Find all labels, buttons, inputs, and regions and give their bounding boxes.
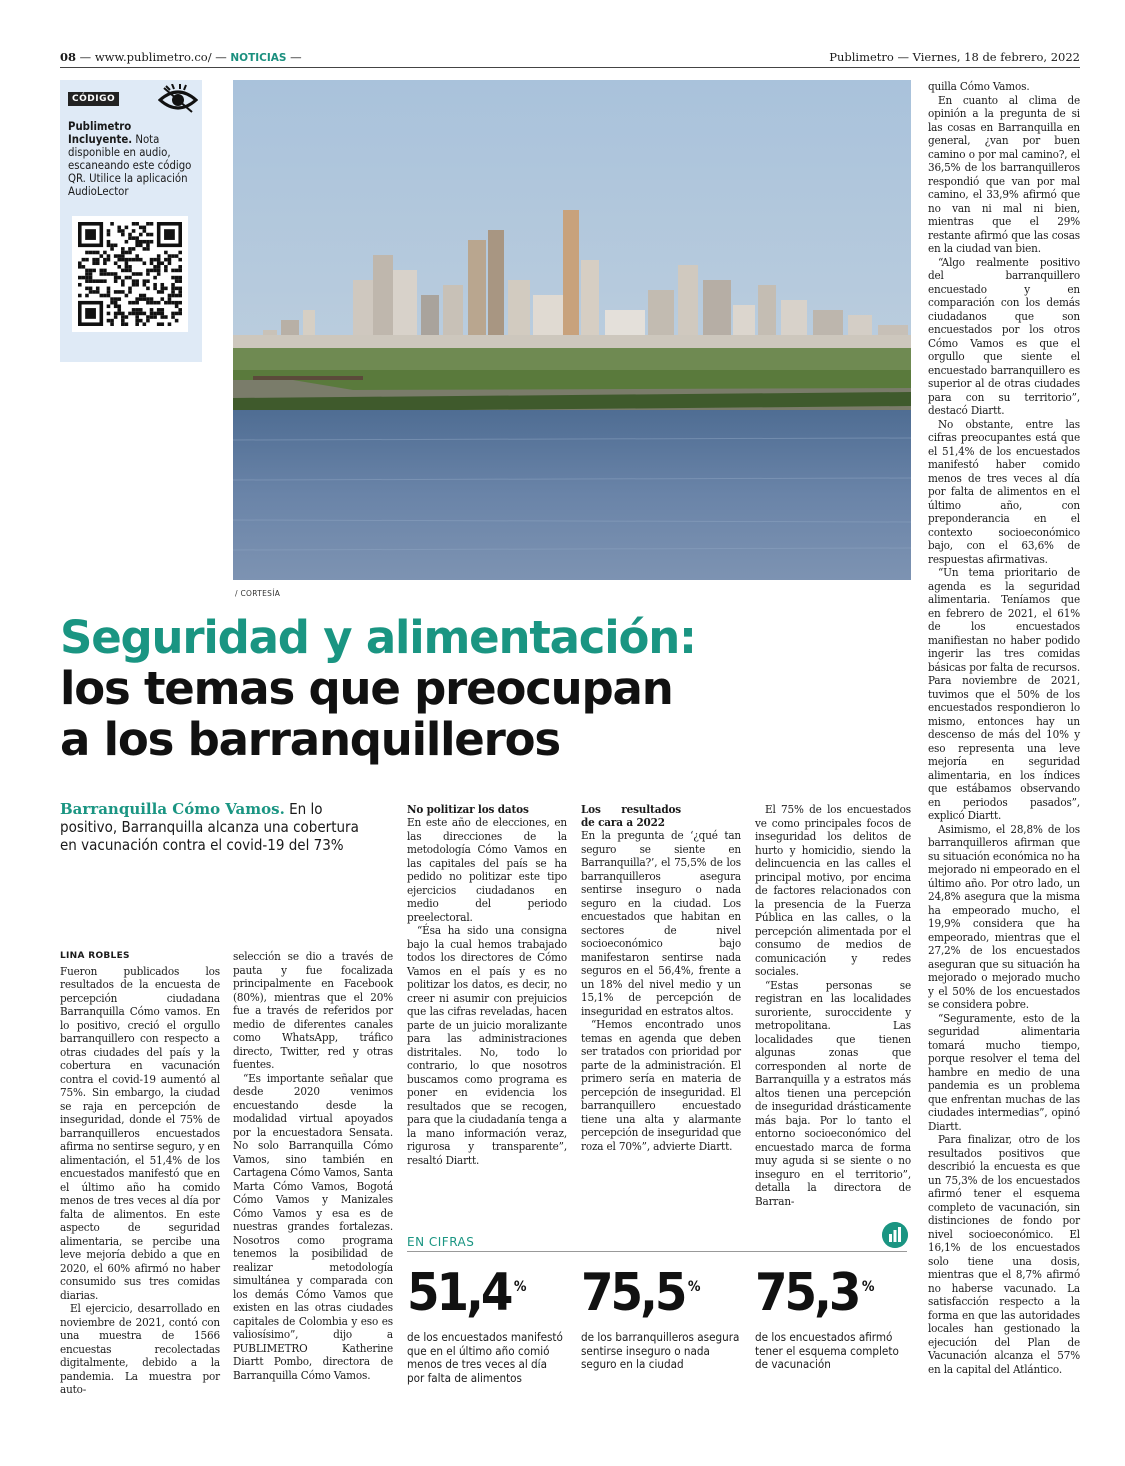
site-url[interactable]: — www.publimetro.co/ — bbox=[76, 50, 231, 64]
stat-block-3 bbox=[755, 1265, 915, 1372]
qr-code[interactable] bbox=[72, 216, 188, 332]
headline-line-3: a los barranquilleros bbox=[60, 713, 560, 766]
paragraph: “Ésa ha sido una consigna bajo la cual hemos trabajado todos los directores de Cómo Vamos en el país y es no politizar los datos, es decir, no creer ni asumir con prejuicios que las cifras reveladas, hacen parte de un juicio moralizante para las administraciones distritales. No, todo lo contrario, lo que nosotros buscamos como programa es poner en evidencia los resultados que se recogen, para que la ciudadanía tenga a la mano información veraz, rigurosa y transparente”, resaltó Diartt. bbox=[407, 923, 567, 1167]
stat-unit: % bbox=[513, 1279, 527, 1295]
paragraph: “Seguramente, esto de la seguridad alimentaria tomará mucho tiempo, porque resolver el tema del hambre en medio de una pandemia es un problema que enfrentan muchas de las ciudades intermedias”, opinó Diartt. bbox=[928, 1010, 1080, 1133]
subheading: Los resultados de cara a 2022 bbox=[581, 802, 681, 829]
en-cifras-label: EN CIFRAS bbox=[407, 1235, 475, 1249]
bar-chart-icon bbox=[882, 1222, 908, 1248]
article-column-6 bbox=[928, 80, 1080, 1376]
article-column-1 bbox=[60, 950, 220, 1397]
code-text: Nota disponible en audio, escaneando este código QR. Utilice la aplicación AudioLector bbox=[68, 133, 192, 198]
paragraph: En cuanto al clima de opinión a la pregunta de si las cosas en Barranquilla en general, ¿van por buen camino o por mal camino?, el 36,5% de los barranquilleros respondió que van por mal camino, el 33,9% afirmó que no van ni mal ni bien, mientras que el 29% restante afirmó que las cosas en la ciudad van bien. bbox=[928, 92, 1080, 255]
headline-line-1: Seguridad y alimentación: bbox=[60, 611, 696, 664]
header-left bbox=[60, 48, 302, 67]
stat-value bbox=[755, 1265, 876, 1321]
paragraph: “Un tema prioritario de agenda es la seguridad alimentaria. Teníamos que en febrero de 2021, el 61% de los encuestados manifiestan no haber podido ingerir las tres comidas básicas por falta de recursos. Para noviembre de 2021, tuvimos que el 50% de los encuestados respondieron lo mismo, entonces hay un descenso de más del 10% y eso representa una leve mejoría en seguridad alimentaria, en los índices que estábamos observando en periodos pasados”, explicó Diartt. bbox=[928, 565, 1080, 822]
header-rule bbox=[60, 67, 1080, 68]
stat-description: de los encuestados afirmó tener el esquema completo de vacunación bbox=[755, 1330, 899, 1371]
stat-number: 51,4 bbox=[407, 1263, 511, 1323]
stat-description: de los encuestados manifestó que en el último año comió menos de tres veces al día por falta de alimentos bbox=[407, 1330, 563, 1385]
paragraph: “Estas personas se registran en las localidades suroriente, suroccidente y metropolitana. Las localidades que tienen algunas zonas que corresponden al norte de Barranquilla y a estratos más altos tienen una percepción de inseguridad drásticamente más baja. Por lo tanto el entorno socioeconómico del encuestado marca de forma muy aguda si se siente o no inseguro en el territorio”, detalla la directora de Barran- bbox=[755, 977, 911, 1208]
code-description bbox=[68, 120, 194, 198]
paragraph: “Es importante señalar que desde 2020 venimos encuestando desde la modalidad virtual apoyados por la encuestadora Sensata. No solo Barranquilla Cómo Vamos, sino también en Cartagena Cómo Vamos, Santa Marta Cómo Vamos, Bogotá Cómo Vamos y Manizales Cómo Vamos y esa es de nuestras grandes fortalezas. Nosotros como programa tenemos la posibilidad de realizar metodología simultánea y comparada con los demás Cómo Vamos que existen en las otras ciudades capitales de Colombia y eso es valiosísimo”, dijo a PUBLIMETRO Katherine Diartt Pombo, directora de Barranquilla Cómo Vamos. bbox=[233, 1070, 393, 1382]
article-headline bbox=[60, 612, 920, 765]
stat-value bbox=[407, 1265, 528, 1321]
stat-description: de los barranquilleros asegura sentirse inseguro o nada seguro en la ciudad bbox=[581, 1330, 740, 1371]
paragraph: Para finalizar, otro de los resultados positivos que describió la encuesta es que un 75,3% de los encuestados afirmó tener el esquema completo de vacunación, sin distinciones de fondo por nivel socioeconómico. El 16,1% de los encuestados solo tiene una dosis, mientras que el 8,7% afirmó no haberse vacunado. La satisfacción respecto a la forma en que las autoridades locales han gestionado la ejecución del Plan de Vacunación alcanza el 57% en la capital del Atlántico. bbox=[928, 1132, 1080, 1376]
page-number: 08 bbox=[60, 50, 77, 64]
en-cifras-rule bbox=[407, 1251, 907, 1252]
stat-number: 75,3 bbox=[755, 1263, 859, 1323]
paragraph: El ejercicio, desarrollado en noviembre de 2021, contó con una muestra de 1566 encuestas recolectadas digitalmente, debido a la pandemia. La muestra por auto- bbox=[60, 1301, 220, 1396]
paragraph: En la pregunta de ‘¿qué tan seguro se siente en Barranquilla?’, el 75,5% de los barranquilleros asegura sentirse inseguro o nada seguro en la ciudad. Los encuestados que habitan en sectores de nivel socioeconómico bajo manifestaron sentirse nada seguros en el 56,4%, frente a un 18% del nivel medio y un 15,1% de percepción de inseguridad en estratos altos. bbox=[581, 828, 741, 1018]
publication-date: Publimetro — Viernes, 18 de febrero, 2022 bbox=[829, 50, 1080, 64]
stat-block-1 bbox=[407, 1265, 567, 1385]
stat-unit: % bbox=[687, 1279, 701, 1295]
section-name[interactable]: NOTICIAS bbox=[230, 52, 287, 64]
eye-audio-icon bbox=[158, 84, 198, 116]
paragraph: En este año de elecciones, en las direcciones de la metodología Cómo Vamos en las capitales del país se ha pedido no politizar este tipo ejercicios ciudadanos en medio del periodo preelectoral. bbox=[407, 815, 567, 924]
stat-number: 75,5 bbox=[581, 1263, 685, 1323]
qr-code-box bbox=[60, 80, 202, 362]
headline-line-2: los temas que preocupan bbox=[60, 662, 673, 715]
article-column-3 bbox=[407, 803, 567, 1167]
paragraph: “Algo realmente positivo del barranquillero encuestado y en comparación con los demás ciudadanos que son encuestados por los otros Cómo Vamos es que el orgullo que siente el encuestado barranquillero es superior al de otras ciudades para con su territorio”, destacó Diartt. bbox=[928, 254, 1080, 417]
city-skyline-photo bbox=[233, 80, 911, 580]
photo-credit: / CORTESÍA bbox=[235, 589, 281, 598]
article-column-4 bbox=[581, 803, 741, 1153]
paragraph: No obstante, entre las cifras preocupantes está que el 51,4% de los encuestados manifestó haber comido menos de tres veces al día por falta de alimentos en el último año, con preponderancia en el contexto socioeconómico bajo, con el 63,6% de respuestas afirmativas. bbox=[928, 416, 1080, 566]
stat-value bbox=[581, 1265, 702, 1321]
paragraph: selección se dio a través de pauta y fue focalizada principalmente en Facebook (80%), mientras que el 20% fue a través de referidos por medio de diferentes canales como WhatsApp, tráfico directo, Twitter, red y otras fuentes. bbox=[233, 949, 393, 1071]
article-column-2 bbox=[233, 950, 393, 1382]
qr-code-icon bbox=[78, 222, 182, 326]
article-lead bbox=[60, 800, 360, 854]
paragraph: El 75% de los encuestados ve como principales focos de inseguridad los delitos de hurto y homicidio, siendo la delincuencia en las calles el principal motivo, por encima de factores relacionados con la presencia de la Fuerza Pública en las calles, o la percepción alimentada por el consumo de medios de comunicación y redes sociales. bbox=[755, 802, 911, 978]
paragraph: “Hemos encontrado unos temas en agenda que deben ser tratados con prioridad por parte de la administración. El primero sería en materia de percepción de inseguridad. El barranquillero encuestado tiene una alta y alarmante percepción de inseguridad que roza el 70%”, advierte Diartt. bbox=[581, 1017, 741, 1153]
section-suffix: — bbox=[286, 50, 302, 64]
paragraph: Asimismo, el 28,8% de los barranquilleros afirman que su situación económica no ha mejorado ni empeorado en el último año. Por otro lado, un 24,8% asegura que la misma ha empeorado mucho, el 19,9% considera que ha empeorado, mientras que el 27,2% de los encuestados aseguran que su situación ha mejorado o mejorado mucho y el 50% de los encuestados se considera pobre. bbox=[928, 821, 1080, 1011]
subheading: No politizar los datos bbox=[407, 802, 529, 816]
code-tag: CÓDIGO bbox=[68, 92, 119, 106]
paragraph: Fueron publicados los resultados de la encuesta de percepción ciudadana Barranquilla Cómo vamos. En lo positivo, creció el orgullo barranquillero con respecto a otras ciudades del país y la cobertura en vacunación contra el covid-19 aumentó al 75%. Sin embargo, la ciudad se raja en percepción de inseguridad, donde el 75% de barranquilleros encuestados afirma no sentirse seguro, y en alimentación, el 51,4% de los encuestados manifestó que en el último año ha comido menos de tres veces al día por falta de alimentos. En este aspecto de seguridad alimentaria, se percibe una leve mejoría debido a que en 2020, el 60% afirmó no haber consumido sus tres comidas diarias. bbox=[60, 963, 220, 1302]
page-header bbox=[60, 48, 1080, 66]
byline: LINA ROBLES bbox=[60, 951, 130, 961]
paragraph: quilla Cómo Vamos. bbox=[928, 79, 1030, 93]
stat-block-2 bbox=[581, 1265, 741, 1372]
code-title: Publimetro Incluyente. bbox=[68, 120, 133, 146]
article-column-5 bbox=[755, 803, 911, 1208]
skyline-image bbox=[233, 80, 911, 580]
lead-text: En lo positivo, Barranquilla alcanza una cobertura en vacunación contra el covid-19 del 73% bbox=[60, 800, 359, 854]
stat-unit: % bbox=[861, 1279, 875, 1295]
lead-kicker: Barranquilla Cómo Vamos. bbox=[60, 800, 285, 818]
